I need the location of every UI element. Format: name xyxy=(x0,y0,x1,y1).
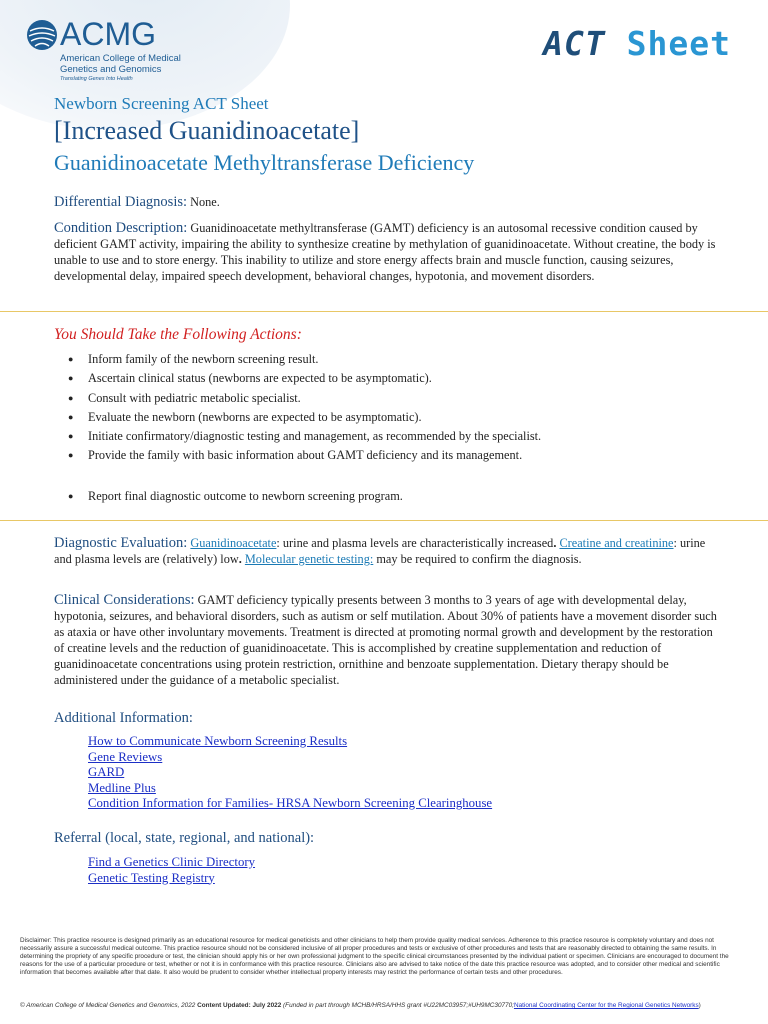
funding-text: (Funded in part through MCHB/HRSA/HHS grant #U22MC03957;#UH9MC30770; xyxy=(281,1002,514,1009)
creatine-text: : urine and plasma levels are (relatively) low xyxy=(54,536,706,566)
gard-link[interactable]: GARD xyxy=(88,765,125,779)
sheet-type-heading: Newborn Screening ACT Sheet xyxy=(54,94,269,113)
copyright-text: © American College of Medical Genetics and Genomics, 2022 xyxy=(20,1002,198,1009)
sheet-word: Sheet xyxy=(626,24,731,63)
nccrgn-link[interactable]: National Coordinating Center for the Regional Genetics Networks xyxy=(513,1002,699,1009)
referral-links xyxy=(88,855,255,886)
diagnostic-evaluation xyxy=(54,535,726,567)
additional-information-title: Additional Information: xyxy=(54,710,193,726)
condition-heading: Guanidinoacetate Methyltransferase Deficiency xyxy=(54,150,475,175)
actions-title: You Should Take the Following Actions: xyxy=(54,326,302,343)
action-item: ● Provide the family with basic information about GAMT deficiency and its management. xyxy=(88,447,541,466)
acmg-logo-subtitle: American College of Medical Genetics and Genomics xyxy=(60,53,181,75)
action-item: ● Initiate confirmatory/diagnostic testing and management, as recommended by the specialist. xyxy=(88,428,541,447)
genetic-testing-registry-link[interactable]: Genetic Testing Registry xyxy=(88,870,215,885)
guanidinoacetate-link[interactable]: Guanidinoacetate xyxy=(190,536,277,550)
additional-information-links xyxy=(88,734,492,812)
actions-list xyxy=(88,351,541,467)
act-word: ACT xyxy=(543,24,606,63)
condition-description xyxy=(54,220,726,284)
condition-description-label: Condition Description: xyxy=(54,220,188,236)
clinical-considerations-text: GAMT deficiency typically presents between 3 months to 3 years of age with developmental delay, hypotonia, seizures, and behavioral disorders, such as autism or self mutilation. About 30% of patients have a movement disorder such as ataxia or have other involuntary movements. Treatment is directed at promoting normal growth and development by the restoration of creatine levels and the reduction of guanidinoacetate. This is accomplished by creatine supplementation and reduction of guanidinoacetate concentrations using protein restriction, ornithine and benzoate supplementation. Dietary therapy should be administered under the guidance of a metabolic specialist. xyxy=(54,593,717,687)
section-divider xyxy=(0,311,768,312)
footer xyxy=(20,1002,732,1010)
molecular-testing-text: may be required to confirm the diagnosis. xyxy=(373,552,582,566)
communicate-results-link[interactable]: How to Communicate Newborn Screening Results xyxy=(88,734,348,748)
clinical-considerations-label: Clinical Considerations: xyxy=(54,592,195,608)
hrsa-clearinghouse-link[interactable]: Condition Information for Families- HRSA Newborn Screening Clearinghouse xyxy=(88,796,493,810)
sentence-period: . xyxy=(553,536,557,550)
content-updated: Content Updated: July 2022 xyxy=(197,1002,282,1009)
gene-reviews-link[interactable]: Gene Reviews xyxy=(88,749,163,764)
clinical-considerations xyxy=(54,592,726,688)
disclaimer: Disclaimer: This practice resource is designed primarily as an educational resource for medical geneticists and other clinicians to help them provide quality medical services. Adherence to this practice resource is completely voluntary and does not necessarily assure a successful medical outcome. This practice resource should not be considered inclusive of all proper procedures and tests or exclusive of other procedures and tests that are reasonably directed to obtaining the same results. In determining the propriety of any specific procedure or test, the clinician should apply his or her own professional judgment to the specific clinical circumstances presented by the individual patient or specimen. Clinicians are encouraged to document the reasons for the use of a particular procedure or test, whether or not it is in conformance with this practice resource. Clinicians also are advised to take notice of the date this practice resource was adopted, and to consider other medical and scientific information that becomes available after that date. It also would be prudent to consider whether intellectual property interests may restrict the performance of certain tests and other procedures. xyxy=(20,937,729,976)
condition-description-text: Guanidinoacetate methyltransferase (GAMT) deficiency is an autosomal recessive condition caused by deficient GAMT activity, impairing the ability to synthesize creatine by methylation of guanidinoacetate. Without creatine, the body is unable to use and to store energy. This inability to utilize and store energy affects brain and muscle function, causing seizures, developmental delay, impaired speech development, behavioral changes, hypotonia, and movement disorders. xyxy=(54,221,716,283)
genetics-clinic-directory-link[interactable]: Find a Genetics Clinic Directory xyxy=(88,855,256,869)
action-item-final: ● Report final diagnostic outcome to newborn screening program. xyxy=(88,488,403,505)
molecular-testing-link[interactable]: Molecular genetic testing: xyxy=(244,552,374,566)
acmg-logo-tagline: Translating Genes Into Health xyxy=(60,76,133,82)
differential-diagnosis xyxy=(54,194,726,210)
section-divider xyxy=(0,520,768,521)
action-item: ● Consult with pediatric metabolic specialist. xyxy=(88,390,541,409)
differential-label: Differential Diagnosis: xyxy=(54,194,188,210)
finding-heading: [Increased Guanidinoacetate] xyxy=(54,116,360,145)
medline-plus-link[interactable]: Medline Plus xyxy=(88,780,156,795)
footer-close-paren: ) xyxy=(698,1002,701,1009)
guanidinoacetate-text: : urine and plasma levels are characteristically increased xyxy=(276,536,554,550)
differential-text: None. xyxy=(190,195,220,209)
creatine-link[interactable]: Creatine and creatinine xyxy=(559,536,674,550)
acmg-globe-icon xyxy=(26,19,58,51)
diagnostic-evaluation-colon: : xyxy=(183,535,188,551)
act-sheet-badge xyxy=(543,24,731,63)
diagnostic-evaluation-label: Diagnostic Evaluation xyxy=(54,535,184,551)
sentence-period: . xyxy=(238,552,242,566)
acmg-logo-text: ACMG xyxy=(60,16,156,52)
action-item: ● Evaluate the newborn (newborns are expected to be asymptomatic). xyxy=(88,409,541,428)
action-item: ● Ascertain clinical status (newborns are expected to be asymptomatic). xyxy=(88,370,541,389)
referral-title: Referral (local, state, regional, and national): xyxy=(54,830,315,846)
action-item: ● Inform family of the newborn screening result. xyxy=(88,351,541,370)
